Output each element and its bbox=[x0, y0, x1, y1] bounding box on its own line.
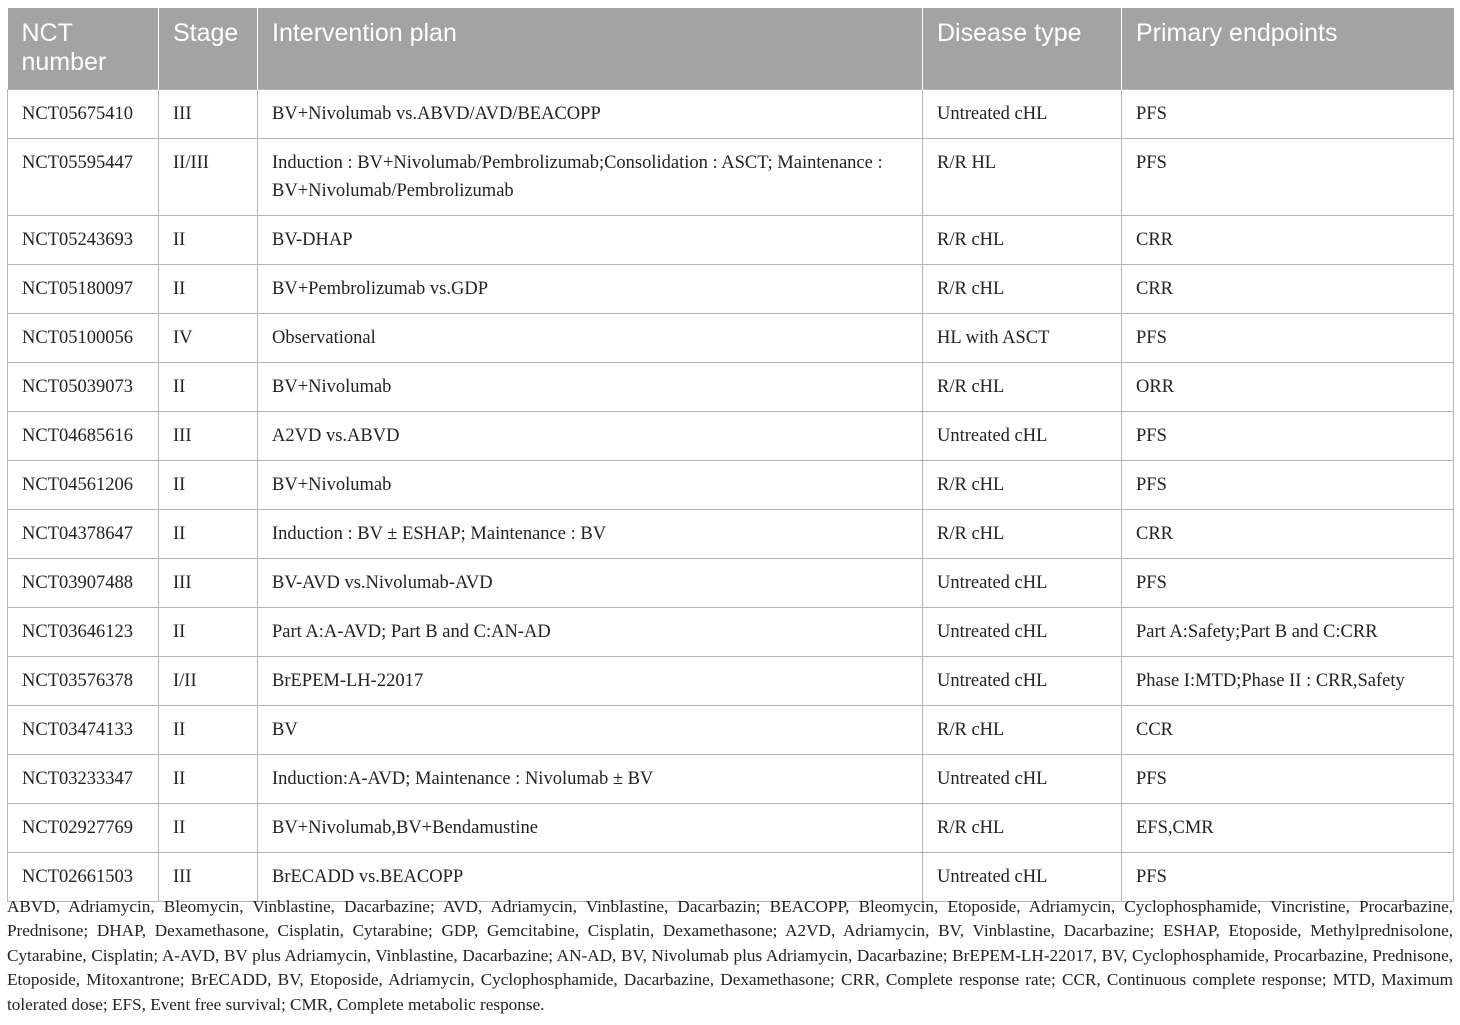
cell-intervention-plan: BV+Nivolumab bbox=[258, 460, 923, 509]
cell-nct-number: NCT02927769 bbox=[8, 803, 159, 852]
cell-primary-endpoints: CRR bbox=[1122, 509, 1454, 558]
cell-stage: II bbox=[159, 754, 258, 803]
table-row bbox=[8, 509, 1454, 558]
cell-primary-endpoints: PFS bbox=[1122, 558, 1454, 607]
cell-stage: II bbox=[159, 264, 258, 313]
table-row bbox=[8, 558, 1454, 607]
cell-intervention-plan: Part A:A-AVD; Part B and C:AN-AD bbox=[258, 607, 923, 656]
cell-disease-type: R/R cHL bbox=[923, 215, 1122, 264]
cell-primary-endpoints: Part A:Safety;Part B and C:CRR bbox=[1122, 607, 1454, 656]
clinical-trials-table bbox=[7, 8, 1454, 902]
cell-disease-type: R/R cHL bbox=[923, 264, 1122, 313]
cell-stage: II/III bbox=[159, 138, 258, 215]
cell-disease-type: Untreated cHL bbox=[923, 607, 1122, 656]
cell-intervention-plan: BrECADD vs.BEACOPP bbox=[258, 852, 923, 901]
cell-disease-type: Untreated cHL bbox=[923, 852, 1122, 901]
cell-intervention-plan: BrEPEM-LH-22017 bbox=[258, 656, 923, 705]
table-row bbox=[8, 607, 1454, 656]
cell-primary-endpoints: CRR bbox=[1122, 215, 1454, 264]
cell-nct-number: NCT04561206 bbox=[8, 460, 159, 509]
cell-intervention-plan: Induction : BV ± ESHAP; Maintenance : BV bbox=[258, 509, 923, 558]
cell-nct-number: NCT05100056 bbox=[8, 313, 159, 362]
table-row bbox=[8, 656, 1454, 705]
abbreviations-footnote: ABVD, Adriamycin, Bleomycin, Vinblastine, Dacarbazine; AVD, Adriamycin, Vinblastine, Dacarbazin; BEACOPP, Bleomycin, Etoposide, Adriamycin, Cyclophosphamide, Vincristine, Procarbazine, Prednisone; DHAP, Dexamethasone, Cisplatin, Cytarabine; GDP, Gemcitabine, Cisplatin, Dexamethasone; A2VD, Adriamycin, BV, Vinblastine, Dacarbazine; ESHAP, Etoposide, Methylprednisolone, Cytarabine, Cisplatin; A-AVD, BV plus Adriamycin, Vinblastine, Dacarbazine; AN-AD, BV, Nivolumab plus Adriamycin, Dacarbazine; BrEPEM-LH-22017, BV, Cyclophosphamide, Procarbazine, Prednisone, Etoposide, Mitoxantrone; BrECADD, BV, Etoposide, Adriamycin, Cyclophosphamide, Dacarbazine, Dexamethasone; CRR, Complete response rate; CCR, Continuous complete response; MTD, Maximum tolerated dose; EFS, Event free survival; CMR, Complete metabolic response. bbox=[7, 897, 1453, 1014]
table-row bbox=[8, 362, 1454, 411]
cell-nct-number: NCT03907488 bbox=[8, 558, 159, 607]
table-row bbox=[8, 313, 1454, 362]
header-stage: Stage bbox=[159, 8, 258, 89]
cell-nct-number: NCT05595447 bbox=[8, 138, 159, 215]
cell-disease-type: R/R cHL bbox=[923, 362, 1122, 411]
cell-primary-endpoints: Phase I:MTD;Phase II : CRR,Safety bbox=[1122, 656, 1454, 705]
cell-nct-number: NCT02661503 bbox=[8, 852, 159, 901]
trials-table-container bbox=[7, 8, 1453, 902]
cell-primary-endpoints: CRR bbox=[1122, 264, 1454, 313]
cell-stage: IV bbox=[159, 313, 258, 362]
cell-disease-type: Untreated cHL bbox=[923, 89, 1122, 138]
cell-nct-number: NCT04685616 bbox=[8, 411, 159, 460]
cell-stage: II bbox=[159, 509, 258, 558]
cell-intervention-plan: Induction:A-AVD; Maintenance : Nivolumab ± BV bbox=[258, 754, 923, 803]
cell-intervention-plan: BV-AVD vs.Nivolumab-AVD bbox=[258, 558, 923, 607]
cell-stage: III bbox=[159, 411, 258, 460]
table-row bbox=[8, 89, 1454, 138]
table-row bbox=[8, 138, 1454, 215]
header-primary-endpoints: Primary endpoints bbox=[1122, 8, 1454, 89]
cell-nct-number: NCT03576378 bbox=[8, 656, 159, 705]
cell-intervention-plan: BV bbox=[258, 705, 923, 754]
table-header bbox=[8, 8, 1454, 89]
header-nct-number: NCT number bbox=[8, 8, 159, 89]
cell-primary-endpoints: PFS bbox=[1122, 460, 1454, 509]
cell-stage: III bbox=[159, 89, 258, 138]
cell-primary-endpoints: EFS,CMR bbox=[1122, 803, 1454, 852]
cell-intervention-plan: Observational bbox=[258, 313, 923, 362]
cell-primary-endpoints: PFS bbox=[1122, 89, 1454, 138]
table-row bbox=[8, 215, 1454, 264]
cell-stage: III bbox=[159, 852, 258, 901]
table-row bbox=[8, 754, 1454, 803]
cell-disease-type: HL with ASCT bbox=[923, 313, 1122, 362]
cell-primary-endpoints: ORR bbox=[1122, 362, 1454, 411]
cell-intervention-plan: BV+Pembrolizumab vs.GDP bbox=[258, 264, 923, 313]
cell-intervention-plan: A2VD vs.ABVD bbox=[258, 411, 923, 460]
header-row bbox=[8, 8, 1454, 89]
cell-disease-type: Untreated cHL bbox=[923, 754, 1122, 803]
cell-intervention-plan: BV+Nivolumab bbox=[258, 362, 923, 411]
cell-primary-endpoints: PFS bbox=[1122, 852, 1454, 901]
cell-stage: II bbox=[159, 803, 258, 852]
cell-primary-endpoints: PFS bbox=[1122, 411, 1454, 460]
cell-stage: II bbox=[159, 607, 258, 656]
cell-primary-endpoints: PFS bbox=[1122, 754, 1454, 803]
cell-nct-number: NCT04378647 bbox=[8, 509, 159, 558]
cell-nct-number: NCT03474133 bbox=[8, 705, 159, 754]
table-row bbox=[8, 852, 1454, 901]
cell-nct-number: NCT03233347 bbox=[8, 754, 159, 803]
cell-disease-type: R/R cHL bbox=[923, 509, 1122, 558]
cell-stage: II bbox=[159, 460, 258, 509]
cell-nct-number: NCT05243693 bbox=[8, 215, 159, 264]
header-intervention-plan: Intervention plan bbox=[258, 8, 923, 89]
cell-nct-number: NCT05039073 bbox=[8, 362, 159, 411]
cell-intervention-plan: BV+Nivolumab,BV+Bendamustine bbox=[258, 803, 923, 852]
cell-stage: II bbox=[159, 362, 258, 411]
cell-nct-number: NCT05180097 bbox=[8, 264, 159, 313]
cell-disease-type: R/R cHL bbox=[923, 705, 1122, 754]
table-row bbox=[8, 705, 1454, 754]
cell-disease-type: Untreated cHL bbox=[923, 558, 1122, 607]
cell-primary-endpoints: PFS bbox=[1122, 313, 1454, 362]
header-disease-type: Disease type bbox=[923, 8, 1122, 89]
cell-stage: II bbox=[159, 215, 258, 264]
cell-disease-type: R/R cHL bbox=[923, 803, 1122, 852]
cell-disease-type: R/R cHL bbox=[923, 460, 1122, 509]
cell-stage: III bbox=[159, 558, 258, 607]
cell-nct-number: NCT03646123 bbox=[8, 607, 159, 656]
cell-disease-type: Untreated cHL bbox=[923, 411, 1122, 460]
cell-nct-number: NCT05675410 bbox=[8, 89, 159, 138]
cell-primary-endpoints: PFS bbox=[1122, 138, 1454, 215]
cell-stage: I/II bbox=[159, 656, 258, 705]
table-row bbox=[8, 460, 1454, 509]
cell-primary-endpoints: CCR bbox=[1122, 705, 1454, 754]
table-row bbox=[8, 803, 1454, 852]
cell-disease-type: R/R HL bbox=[923, 138, 1122, 215]
table-row bbox=[8, 264, 1454, 313]
cell-intervention-plan: BV+Nivolumab vs.ABVD/AVD/BEACOPP bbox=[258, 89, 923, 138]
cell-intervention-plan: BV-DHAP bbox=[258, 215, 923, 264]
table-row bbox=[8, 411, 1454, 460]
cell-disease-type: Untreated cHL bbox=[923, 656, 1122, 705]
cell-intervention-plan: Induction : BV+Nivolumab/Pembrolizumab;Consolidation : ASCT; Maintenance : BV+Nivolumab/Pembrolizumab bbox=[258, 138, 923, 215]
table-body bbox=[8, 89, 1454, 901]
cell-stage: II bbox=[159, 705, 258, 754]
